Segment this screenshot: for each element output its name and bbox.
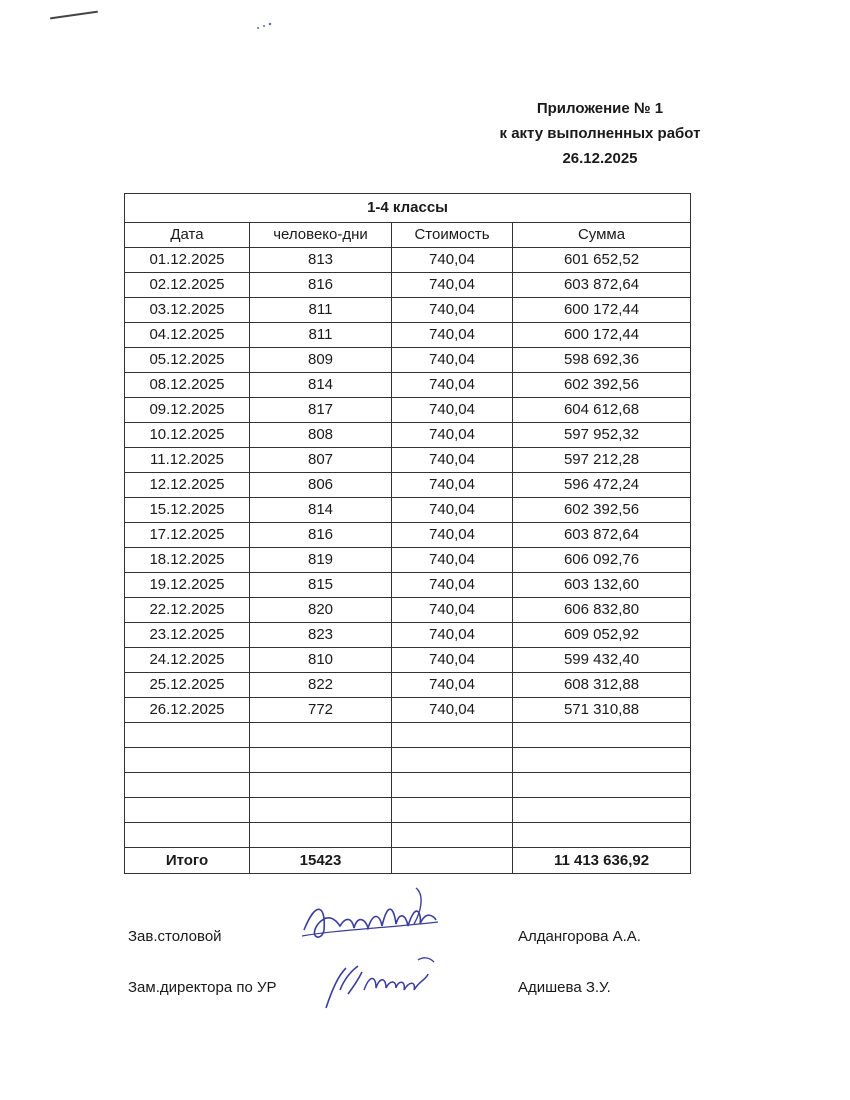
cell-sum: 603 132,60 (513, 573, 691, 598)
cell-cost: 740,04 (392, 598, 513, 623)
cell-sum: 606 832,80 (513, 598, 691, 623)
cell-sum: 600 172,44 (513, 298, 691, 323)
total-person-days: 15423 (250, 848, 392, 874)
document-header (440, 96, 760, 171)
cell-person-days: 817 (250, 398, 392, 423)
scan-artifact-line (50, 11, 98, 20)
cell-cost: 740,04 (392, 373, 513, 398)
cell-sum: 596 472,24 (513, 473, 691, 498)
table-row-empty (125, 798, 691, 823)
column-header-person-days: человеко-дни (250, 223, 392, 248)
cell-cost: 740,04 (392, 698, 513, 723)
cell-empty (513, 748, 691, 773)
table-row (125, 323, 691, 348)
table-row (125, 423, 691, 448)
table-row (125, 573, 691, 598)
scan-artifact-dots (255, 20, 275, 32)
signer-name: Алдангорова А.А. (518, 928, 641, 945)
cell-date: 18.12.2025 (125, 548, 250, 573)
signature-canteen-head (296, 880, 446, 955)
cell-person-days: 809 (250, 348, 392, 373)
table-row (125, 473, 691, 498)
document-date: 26.12.2025 (562, 150, 638, 167)
table-row (125, 598, 691, 623)
table-row (125, 248, 691, 273)
cell-cost: 740,04 (392, 298, 513, 323)
cell-person-days: 807 (250, 448, 392, 473)
column-header-date: Дата (125, 223, 250, 248)
cell-empty (125, 723, 250, 748)
cell-person-days: 806 (250, 473, 392, 498)
cell-person-days: 808 (250, 423, 392, 448)
cell-sum: 597 952,32 (513, 423, 691, 448)
cell-date: 12.12.2025 (125, 473, 250, 498)
cell-date: 22.12.2025 (125, 598, 250, 623)
table-row (125, 348, 691, 373)
cell-date: 10.12.2025 (125, 423, 250, 448)
cell-empty (125, 748, 250, 773)
cell-sum: 601 652,52 (513, 248, 691, 273)
table-row-empty (125, 773, 691, 798)
cell-person-days: 811 (250, 323, 392, 348)
cell-date: 01.12.2025 (125, 248, 250, 273)
cell-cost: 740,04 (392, 498, 513, 523)
total-sum: 11 413 636,92 (513, 848, 691, 874)
cell-date: 02.12.2025 (125, 273, 250, 298)
table-row (125, 498, 691, 523)
cell-empty (513, 823, 691, 848)
table-row (125, 523, 691, 548)
cell-empty (250, 748, 392, 773)
cell-cost: 740,04 (392, 523, 513, 548)
cell-date: 05.12.2025 (125, 348, 250, 373)
cell-date: 11.12.2025 (125, 448, 250, 473)
table-row (125, 273, 691, 298)
cell-sum: 603 872,64 (513, 523, 691, 548)
table-row (125, 398, 691, 423)
cell-cost: 740,04 (392, 573, 513, 598)
cell-empty (125, 798, 250, 823)
cell-cost: 740,04 (392, 323, 513, 348)
cell-cost: 740,04 (392, 648, 513, 673)
cell-sum: 604 612,68 (513, 398, 691, 423)
cell-empty (125, 823, 250, 848)
table-row-empty (125, 748, 691, 773)
cell-empty (392, 748, 513, 773)
cell-empty (392, 798, 513, 823)
cell-cost: 740,04 (392, 423, 513, 448)
cell-empty (513, 773, 691, 798)
cell-date: 17.12.2025 (125, 523, 250, 548)
cell-person-days: 815 (250, 573, 392, 598)
cell-empty (392, 773, 513, 798)
cell-cost: 740,04 (392, 248, 513, 273)
cell-person-days: 814 (250, 498, 392, 523)
cell-cost: 740,04 (392, 623, 513, 648)
cell-empty (392, 723, 513, 748)
signature-deputy-director (318, 950, 443, 1015)
appendix-title: Приложение № 1 (536, 100, 664, 117)
cell-sum: 602 392,56 (513, 373, 691, 398)
signer-name: Адишева З.У. (518, 979, 611, 996)
cell-cost: 740,04 (392, 448, 513, 473)
cell-date: 26.12.2025 (125, 698, 250, 723)
cell-person-days: 816 (250, 523, 392, 548)
table-row (125, 298, 691, 323)
cell-sum: 609 052,92 (513, 623, 691, 648)
cell-person-days: 816 (250, 273, 392, 298)
cell-cost: 740,04 (392, 273, 513, 298)
cell-person-days: 814 (250, 373, 392, 398)
cell-date: 04.12.2025 (125, 323, 250, 348)
cell-cost: 740,04 (392, 348, 513, 373)
group-title: 1-4 классы (125, 194, 691, 223)
column-header-sum: Сумма (513, 223, 691, 248)
cell-person-days: 813 (250, 248, 392, 273)
cell-cost: 740,04 (392, 473, 513, 498)
cell-person-days: 772 (250, 698, 392, 723)
cell-empty (250, 723, 392, 748)
cell-date: 09.12.2025 (125, 398, 250, 423)
signer-role: Зав.столовой (128, 928, 222, 945)
cell-person-days: 822 (250, 673, 392, 698)
table-row-empty (125, 723, 691, 748)
cell-sum: 600 172,44 (513, 323, 691, 348)
cell-date: 24.12.2025 (125, 648, 250, 673)
cell-person-days: 810 (250, 648, 392, 673)
table-row (125, 373, 691, 398)
table-row (125, 673, 691, 698)
cell-empty (392, 823, 513, 848)
cell-empty (513, 723, 691, 748)
cell-date: 15.12.2025 (125, 498, 250, 523)
cell-person-days: 820 (250, 598, 392, 623)
cell-sum: 597 212,28 (513, 448, 691, 473)
total-cost (392, 848, 513, 874)
cell-cost: 740,04 (392, 548, 513, 573)
table-row (125, 623, 691, 648)
table-row (125, 648, 691, 673)
cell-sum: 606 092,76 (513, 548, 691, 573)
cell-date: 25.12.2025 (125, 673, 250, 698)
cell-date: 23.12.2025 (125, 623, 250, 648)
total-label: Итого (125, 848, 250, 874)
cell-empty (250, 798, 392, 823)
cell-sum: 602 392,56 (513, 498, 691, 523)
table-row (125, 548, 691, 573)
cell-sum: 599 432,40 (513, 648, 691, 673)
cell-sum: 608 312,88 (513, 673, 691, 698)
signer-role: Зам.директора по УР (128, 979, 277, 996)
total-row (125, 848, 691, 874)
cell-date: 03.12.2025 (125, 298, 250, 323)
cell-cost: 740,04 (392, 398, 513, 423)
appendix-subtitle: к акту выполненных работ (499, 125, 701, 142)
cell-empty (250, 773, 392, 798)
column-header-cost: Стоимость (392, 223, 513, 248)
table-row-empty (125, 823, 691, 848)
cell-person-days: 811 (250, 298, 392, 323)
column-headers (125, 223, 691, 248)
cell-sum: 598 692,36 (513, 348, 691, 373)
cell-cost: 740,04 (392, 673, 513, 698)
table-row (125, 698, 691, 723)
report-table (124, 193, 691, 874)
cell-date: 19.12.2025 (125, 573, 250, 598)
cell-person-days: 823 (250, 623, 392, 648)
cell-sum: 603 872,64 (513, 273, 691, 298)
cell-date: 08.12.2025 (125, 373, 250, 398)
table-body (125, 248, 691, 848)
cell-empty (250, 823, 392, 848)
cell-empty (513, 798, 691, 823)
cell-empty (125, 773, 250, 798)
cell-sum: 571 310,88 (513, 698, 691, 723)
table-row (125, 448, 691, 473)
cell-person-days: 819 (250, 548, 392, 573)
